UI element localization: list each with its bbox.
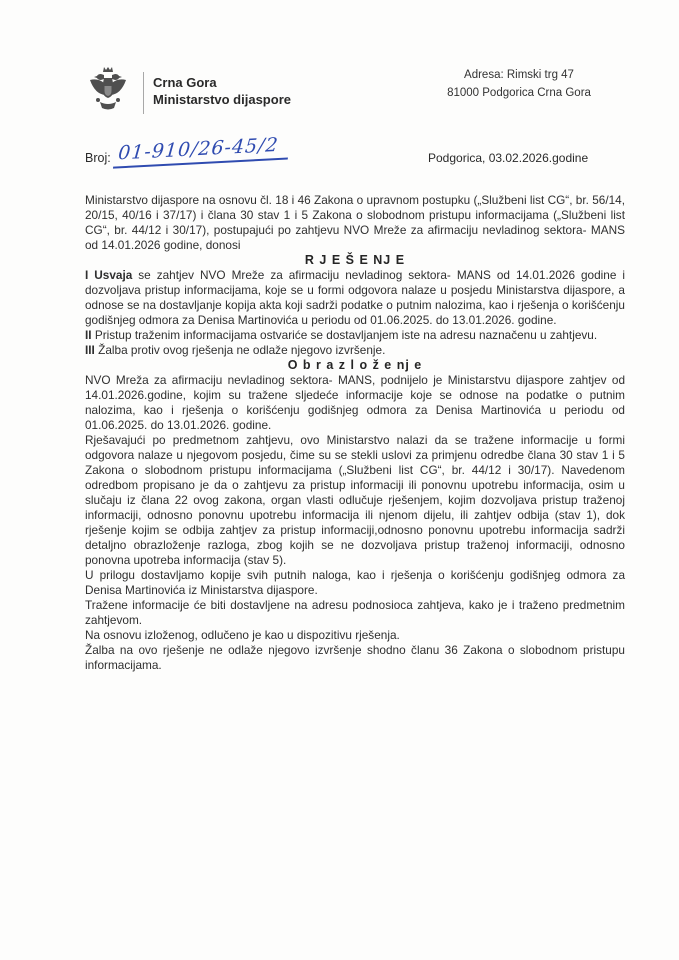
montenegro-coat-of-arms-icon <box>88 66 128 116</box>
explanation-heading: O b r a z l o ž e nj e <box>287 358 423 372</box>
explanation-delivery-paragraph: Tražene informacije će biti dostavljene na adresu podnosioca zahtjeva, kako je i traženo predmetnim zahtjevom. <box>85 598 625 627</box>
letterhead-ministry: Ministarstvo dijaspore <box>153 92 291 107</box>
decision-heading: R J E Š E NJ E <box>304 253 406 267</box>
reference-number-handwritten: 01-910/26-45/2 <box>113 133 290 168</box>
decision-item-1 <box>85 268 625 328</box>
letterhead-divider <box>143 72 144 114</box>
explanation-request-paragraph: NVO Mreža za afirmaciju nevladinog sektora- MANS, podnijelo je Ministarstvu dijaspore zahtjev od 14.01.2026.godine, kojim su tražene sljedeće informacije koje se odnose na podatke o putnim nalozima, kao i rješenja o korišćenju godišnjeg odmora za Denisa Martinovića u periodu od 01.06.2025. do 13.01.2026. godine. <box>85 373 625 432</box>
decision-item-2-numeral: II <box>85 328 92 342</box>
intro-paragraph: Ministarstvo dijaspore na osnovu čl. 18 i 46 Zakona o upravnom postupku („Službeni list CG“, br. 56/14, 20/15, 40/16 i 37/17) i člana 30 stav 1 i 5 Zakona o slobodnom pristupu informacijama („Službeni list CG“, br. 44/12 i 30/17), postupajući po zahtjevu NVO Mreže za afirmaciju nevladinog sektora- MANS od 14.01.2026 godine, donosi <box>85 193 625 252</box>
decision-item-2-text: Pristup traženim informacijama ostvariće se dostavljanjem iste na adresu naznačenu u zahtjevu. <box>91 328 598 342</box>
letterhead-country: Crna Gora <box>153 75 217 90</box>
address-line-2: 81000 Podgorica Crna Gora <box>447 87 591 99</box>
explanation-attachment-paragraph: U prilogu dostavljamo kopije svih putnih naloga, kao i rješenja o korišćenju godišnjeg odmora za Denisa Martinovića iz Ministarstva dijaspore. <box>85 568 625 597</box>
reference-number-label: Broj: <box>85 151 111 165</box>
decision-item-1-numeral: I Usvaja <box>85 268 133 282</box>
decision-item-3-numeral: III <box>85 343 95 357</box>
letterhead-address <box>428 66 610 102</box>
explanation-findings-paragraph: Rješavajući po predmetnom zahtjevu, ovo Ministarstvo nalazi da se tražene informacije u formi odgovora nalaze u njegovom posjedu, čime su se stekli uslovi za primjenu odredbe člana 30 stav 1 i 5 Zakona o slobodnom pristupu informacijama („Službeni list CG“, br. 44/12 i 30/17). Navedenom odredbom propisano je da o zahtjevu za pristup informaciji ili ponovnu upotrebu informacija, osim u slučaju iz člana 22 ovog zakona, organ vlasti odlučuje rješenjem, kojim dozvoljava pristup traženoj informaciji, odnosno ponovnu upotrebu informacija ili njenom dijelu, ili zahtjev odbija (stav 1), dok rješenje kojim se odbija zahtjev za pristup informaciji,odnosno ponovnu upotrebu informacija sadrži detaljno obrazloženje razloga, zbog kojih se ne dozvoljava pristup traženoj informaciji, odnosno ponovna upotreba informacija (stav 5). <box>85 433 625 567</box>
address-line-1: Adresa: Rimski trg 47 <box>464 69 574 81</box>
place-and-date: Podgorica, 03.02.2026.godine <box>428 151 589 165</box>
explanation-appeal-paragraph: Žalba na ovo rješenje ne odlaže njegovo izvršenje shodno članu 36 Zakona o slobodnom pristupu informacijama. <box>85 643 625 672</box>
document-body <box>85 193 625 673</box>
decision-item-2 <box>85 328 625 343</box>
decision-item-1-text: se zahtjev NVO Mreže za afirmaciju nevladinog sektora- MANS od 14.01.2026 godine i dozvoljava pristup informacijama, koje se u formi odgovora nalaze u posjedu Ministarstva dijaspore, a odnose se na dostavljanje kopija akta koji sadrži podatke o putnim nalozima, kao i rješenja o korišćenju godišnjeg odmora za Denisa Martinovića u periodu od 01.06.2025. do 13.01.2026. godine. <box>85 268 625 327</box>
explanation-basis-paragraph: Na osnovu izloženog, odlučeno je kao u dispozitivu rješenja. <box>85 628 400 642</box>
decision-item-3-text: Žalba protiv ovog rješenja ne odlaže njegovo izvršenje. <box>94 343 386 357</box>
decision-item-3 <box>85 343 625 358</box>
